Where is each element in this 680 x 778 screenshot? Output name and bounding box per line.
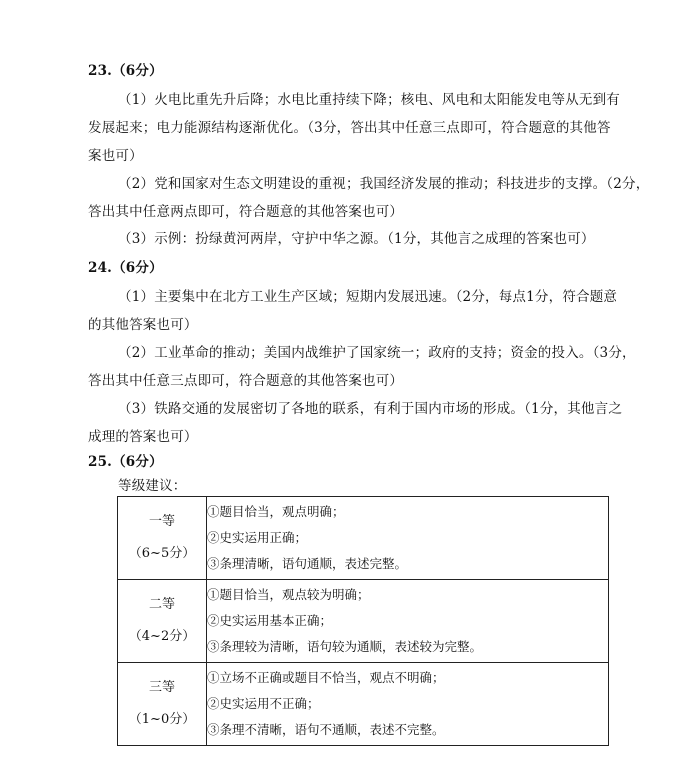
grade-name: 二等 bbox=[148, 597, 175, 612]
grade-criteria-cell bbox=[207, 580, 609, 663]
grade-name: 一等 bbox=[148, 514, 175, 529]
q23-part2-line2: 答出其中任意两点即可，符合题意的其他答案也可） bbox=[88, 204, 404, 220]
criterion: ②史实运用基本正确； bbox=[207, 613, 333, 628]
q23-part3-line1: （3）示例：扮绿黄河两岸，守护中华之源。（1分，其他言之成理的答案也可） bbox=[118, 231, 595, 247]
q23-header: 23.（6分） bbox=[88, 63, 163, 79]
criterion: ②史实运用不正确； bbox=[207, 696, 320, 711]
grade-intro: 等级建议： bbox=[118, 478, 187, 494]
criterion: ③条理不清晰，语句不通顺，表述不完整。 bbox=[207, 722, 445, 737]
grading-table bbox=[117, 496, 609, 746]
q24-part1-line2: 的其他答案也可） bbox=[88, 317, 198, 333]
grade-score: （6~5分） bbox=[128, 546, 196, 561]
criterion: ①题目恰当，观点较为明确； bbox=[207, 587, 370, 602]
criterion: ①题目恰当，观点明确； bbox=[207, 504, 345, 519]
q24-part2-line2: 答出其中任意三点即可，符合题意的其他答案也可） bbox=[88, 373, 404, 389]
grade-score: （1~0分） bbox=[128, 712, 196, 727]
grade-criteria-cell bbox=[207, 663, 609, 746]
grade-name: 三等 bbox=[148, 680, 175, 695]
grade-level-cell bbox=[118, 663, 207, 746]
q24-part3-line2: 成理的答案也可） bbox=[88, 429, 198, 445]
q23-part1-line1: （1）火电比重先升后降；水电比重持续下降；核电、风电和太阳能发电等从无到有 bbox=[118, 92, 620, 108]
q24-part1-line1: （1）主要集中在北方工业生产区域；短期内发展迅速。（2分，每点1分，符合题意 bbox=[118, 289, 618, 305]
grade-row-first bbox=[118, 497, 609, 580]
criterion: ②史实运用正确； bbox=[207, 530, 308, 545]
grade-row-second bbox=[118, 580, 609, 663]
q24-part2-line1: （2）工业革命的推动；美国内战维护了国家统一；政府的支持；资金的投入。（3分， bbox=[118, 345, 636, 361]
criterion: ③条理较为清晰，语句较为通顺，表述较为完整。 bbox=[207, 639, 483, 654]
q23-part1-line3: 案也可） bbox=[88, 148, 143, 164]
grade-level-cell bbox=[118, 580, 207, 663]
q23-part1-line2: 发展起来；电力能源结构逐渐优化。（3分，答出其中任意三点即可，符合题意的其他答 bbox=[88, 120, 611, 136]
grade-criteria-cell bbox=[207, 497, 609, 580]
q25-header: 25.（6分） bbox=[88, 454, 163, 470]
criterion: ③条理清晰，语句通顺，表述完整。 bbox=[207, 556, 408, 571]
criterion: ①立场不正确或题目不恰当，观点不明确； bbox=[207, 670, 445, 685]
grade-score: （4~2分） bbox=[128, 629, 196, 644]
q23-part2-line1: （2）党和国家对生态文明建设的重视；我国经济发展的推动；科技进步的支撑。（2分， bbox=[118, 176, 650, 192]
grade-level-cell bbox=[118, 497, 207, 580]
q24-part3-line1: （3）铁路交通的发展密切了各地的联系，有利于国内市场的形成。（1分，其他言之 bbox=[118, 401, 623, 417]
q24-header: 24.（6分） bbox=[88, 260, 163, 276]
grade-row-third bbox=[118, 663, 609, 746]
